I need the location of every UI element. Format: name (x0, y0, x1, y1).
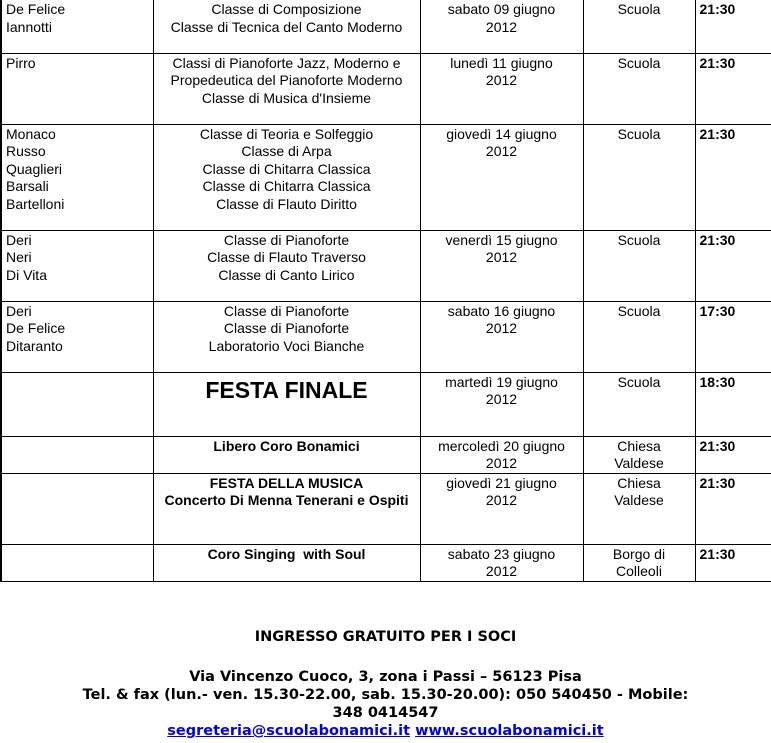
date-cell: giovedì 21 giugno 2012 (420, 473, 583, 544)
footer-info (0, 628, 771, 740)
contact-links (0, 722, 771, 740)
place-cell: Chiesa Valdese (583, 436, 695, 473)
teachers-cell (1, 544, 153, 581)
date-cell: sabato 09 giugno 2012 (420, 0, 583, 53)
time-cell: 21:30 (695, 544, 771, 581)
address-text: Via Vincenzo Cuoco, 3, zona i Passi – 56123 Pisa (189, 669, 582, 685)
classes-cell: Classi di Pianoforte Jazz, Moderno e Propedeutica del Pianoforte Moderno Classe di Musica d'Insieme (153, 53, 420, 124)
date-cell: lunedì 11 giugno 2012 (420, 53, 583, 124)
festa-finale-title: FESTA FINALE (205, 376, 368, 403)
time-cell: 21:30 (695, 0, 771, 53)
date-cell: venerdì 15 giugno 2012 (420, 230, 583, 301)
event-cell: FESTA DELLA MUSICA Concerto Di Menna Tenerani e Ospiti (153, 473, 420, 544)
date-cell: giovedì 14 giugno 2012 (420, 124, 583, 230)
classes-cell: Classe di Teoria e Solfeggio Classe di Arpa Classe di Chitarra Classica Classe di Chitarra Classica Classe di Flauto Diritto (153, 124, 420, 230)
table-row (1, 0, 771, 53)
phone-text: Tel. & fax (lun.- ven. 15.30-22.00, sab. 15.30-20.00): 050 540450 - Mobile: (82, 687, 689, 703)
table-row (1, 544, 771, 581)
teachers-cell (1, 372, 153, 436)
time-cell: 21:30 (695, 436, 771, 473)
table-row (1, 124, 771, 230)
table-row (1, 372, 771, 436)
teachers-cell: Monaco Russo Quaglieri Barsali Bartelloni (1, 124, 153, 230)
place-cell: Scuola (583, 124, 695, 230)
place-cell: Scuola (583, 372, 695, 436)
date-cell: sabato 16 giugno 2012 (420, 301, 583, 372)
classes-cell: Classe di Pianoforte Classe di Pianoforte Laboratorio Voci Bianche (153, 301, 420, 372)
time-cell: 18:30 (695, 372, 771, 436)
free-entry-notice: INGRESSO GRATUITO PER I SOCI (254, 629, 517, 645)
event-cell (153, 372, 420, 436)
teachers-cell: Deri Neri Di Vita (1, 230, 153, 301)
place-cell: Scuola (583, 230, 695, 301)
email-link[interactable]: segreteria@scuolabonamici.it (167, 723, 411, 739)
classes-cell: Classe di Pianoforte Classe di Flauto Traverso Classe di Canto Lirico (153, 230, 420, 301)
event-cell: Libero Coro Bonamici (153, 436, 420, 473)
time-cell: 21:30 (695, 230, 771, 301)
place-cell: Scuola (583, 0, 695, 53)
date-cell: mercoledì 20 giugno 2012 (420, 436, 583, 473)
table-row (1, 301, 771, 372)
website-link[interactable]: www.scuolabonamici.it (415, 723, 604, 739)
teachers-cell: Pirro (1, 53, 153, 124)
mobile-text: 348 0414547 (332, 705, 439, 721)
date-cell: martedì 19 giugno 2012 (420, 372, 583, 436)
table-row (1, 473, 771, 544)
place-cell: Scuola (583, 301, 695, 372)
table-row (1, 53, 771, 124)
place-cell: Chiesa Valdese (583, 473, 695, 544)
table-row (1, 436, 771, 473)
teachers-cell: De Felice Iannotti (1, 0, 153, 53)
classes-cell: Classe di Composizione Classe di Tecnica del Canto Moderno (153, 0, 420, 53)
teachers-cell: Deri De Felice Ditaranto (1, 301, 153, 372)
time-cell: 17:30 (695, 301, 771, 372)
event-cell: Coro Singing with Soul (153, 544, 420, 581)
place-cell: Scuola (583, 53, 695, 124)
teachers-cell (1, 436, 153, 473)
time-cell: 21:30 (695, 53, 771, 124)
place-cell: Borgo di Colleoli (583, 544, 695, 581)
date-cell: sabato 23 giugno 2012 (420, 544, 583, 581)
teachers-cell (1, 473, 153, 544)
time-cell: 21:30 (695, 473, 771, 544)
time-cell: 21:30 (695, 124, 771, 230)
table-row (1, 230, 771, 301)
